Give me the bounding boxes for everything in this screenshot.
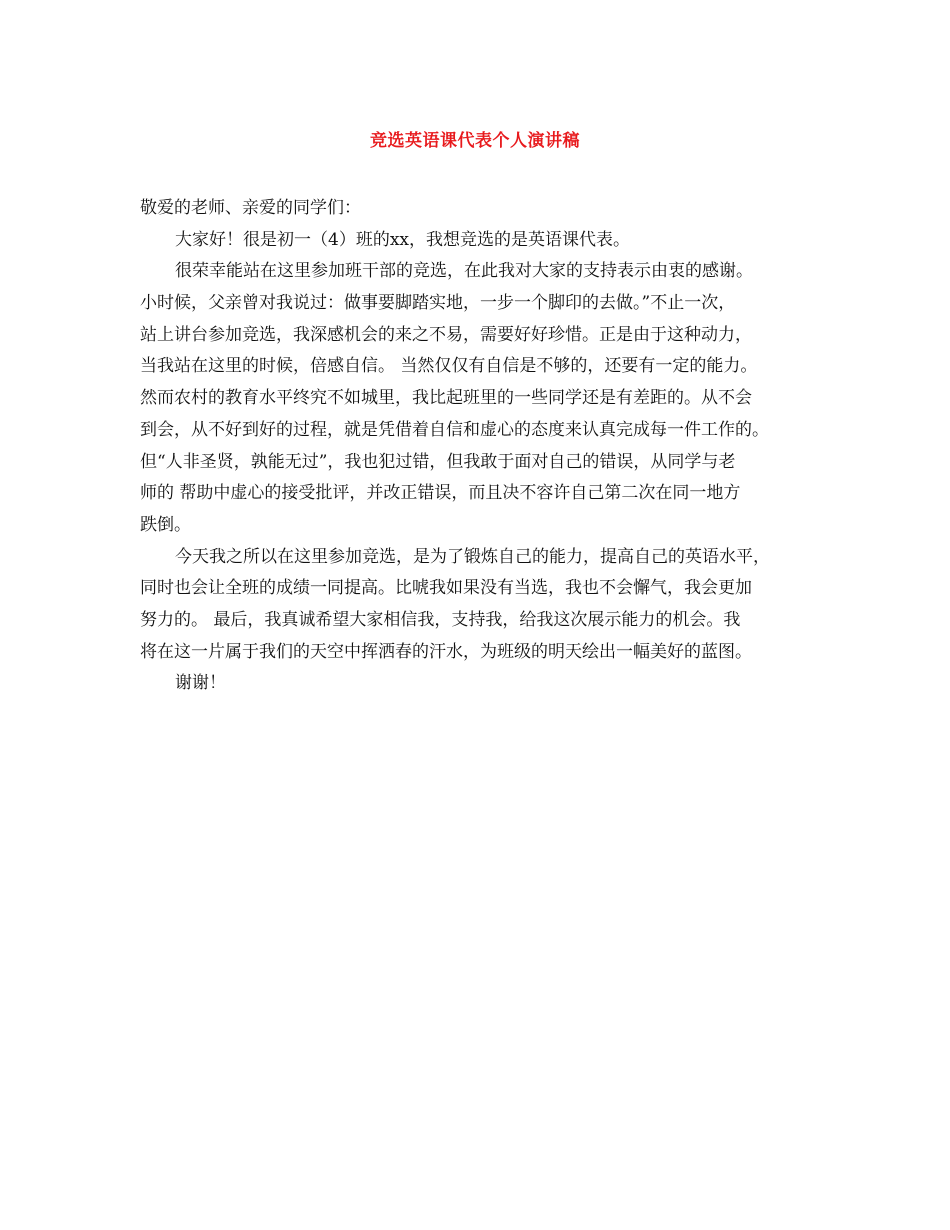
paragraph-line: 大家好！很是初一（4）班的xx，我想竞选的是英语课代表。 — [175, 229, 630, 250]
paragraph-line: 今天我之所以在这里参加竞选，是为了锻炼自己的能力，提高自己的英语水平， — [175, 546, 770, 567]
paragraph-line: 努力的。 最后，我真诚希望大家相信我，支持我，给我这次展示能力的机会。我 — [140, 609, 741, 630]
closing-thanks: 谢谢！ — [175, 673, 226, 694]
paragraph-line: 到会，从不好到好的过程，就是凭借着自信和虚心的态度来认真完成每一件工作的。 — [140, 419, 769, 440]
document-body — [140, 193, 840, 700]
paragraph-line: 当我站在这里的时候，倍感自信。 当然仅仅有自信是不够的，还要有一定的能力。 — [140, 356, 758, 377]
paragraph-line: 但“人非圣贤，孰能无过”，我也犯过错，但我敢于面对自己的错误，从同学与老 — [140, 451, 736, 472]
document-title: 竞选英语课代表个人演讲稿 — [370, 131, 580, 151]
paragraph-line: 很荣幸能站在这里参加班干部的竞选，在此我对大家的支持表示由衷的感谢。 — [175, 261, 753, 282]
paragraph-line: 同时也会让全班的成绩一同提高。比唬我如果没有当选，我也不会懈气，我会更加 — [140, 578, 752, 599]
paragraph-line: 然而农村的教育水平终究不如城里，我比起班里的一些同学还是有差距的。从不会 — [140, 388, 752, 409]
paragraph-line: 站上讲台参加竞选，我深感机会的来之不易，需要好好珍惜。正是由于这种动力， — [140, 324, 752, 345]
paragraph-line: 将在这一片属于我们的天空中挥洒春的汗水，为班级的明天绘出一幅美好的蓝图。 — [140, 641, 752, 662]
paragraph-line: 小时候，父亲曾对我说过：做事要脚踏实地，一步一个脚印的去做。”不止一次， — [140, 293, 736, 314]
paragraph-line: 师的 帮助中虚心的接受批评，并改正错误，而且决不容许自己第二次在同一地方 — [140, 483, 741, 504]
paragraph-line: 跌倒。 — [140, 514, 191, 535]
salutation: 敬爱的老师、亲爱的同学们： — [140, 198, 361, 218]
